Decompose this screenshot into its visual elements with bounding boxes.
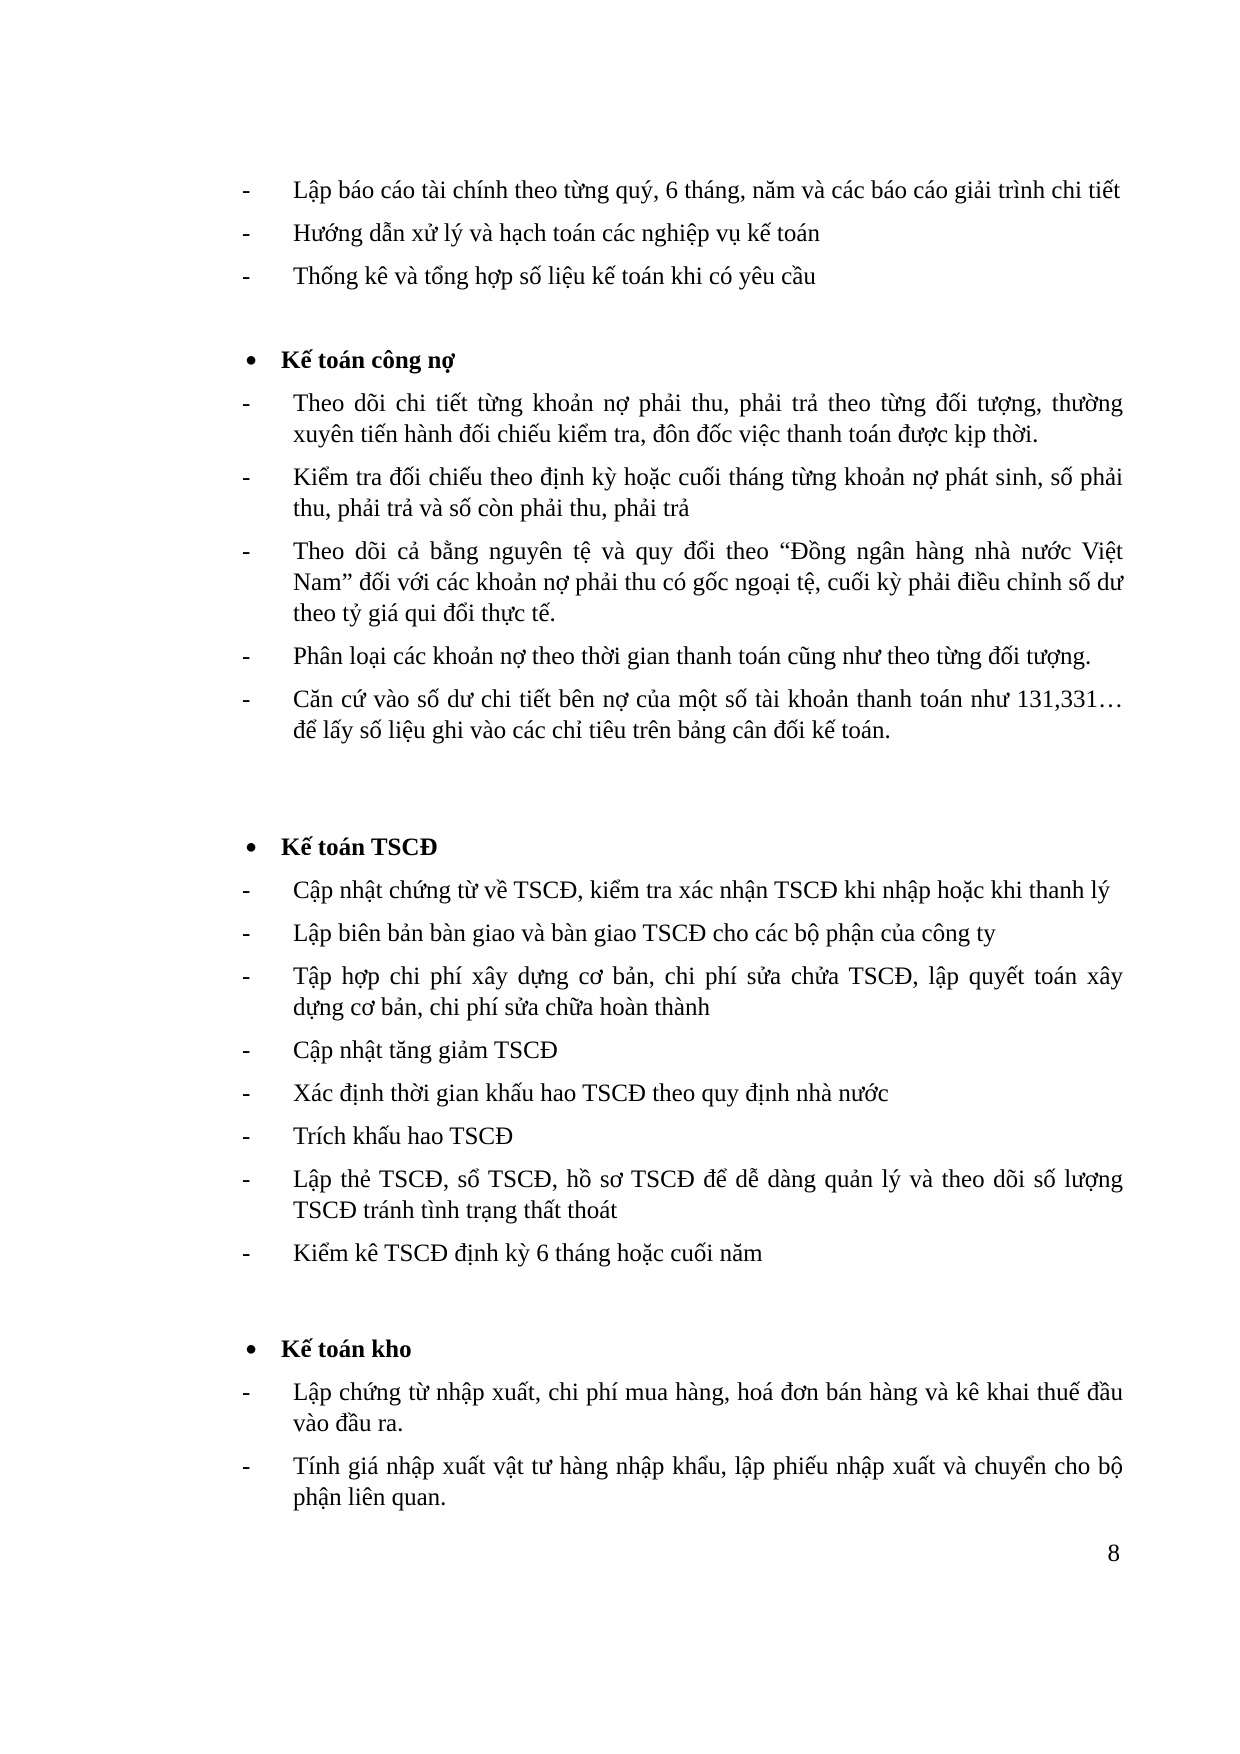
list-item-text: Lập chứng từ nhập xuất, chi phí mua hàng, hoá đơn bán hàng và kê khai thuế đầu vào đầu ra. — [293, 1379, 1123, 1437]
bullet-icon: ● — [245, 1338, 258, 1360]
dash-marker: - — [242, 686, 251, 713]
list-item — [0, 462, 1240, 524]
section-heading-text: Kế toán TSCĐ — [281, 834, 438, 861]
list-item — [0, 536, 1240, 629]
list-item-text: Tập hợp chi phí xây dựng cơ bản, chi phí sửa chửa TSCĐ, lập quyết toán xây dựng cơ bản, chi phí sửa chữa hoàn thành — [293, 963, 1123, 1021]
list-item-text: Thống kê và tổng hợp số liệu kế toán khi có yêu cầu — [293, 263, 816, 290]
list-item — [0, 961, 1240, 1023]
bullet-icon: ● — [245, 836, 258, 858]
dash-marker: - — [242, 390, 251, 417]
list-item-text: Lập báo cáo tài chính theo từng quý, 6 tháng, năm và các báo cáo giải trình chi tiết — [293, 177, 1121, 204]
dash-marker: - — [242, 177, 251, 204]
list-item-text: Tính giá nhập xuất vật tư hàng nhập khẩu, lập phiếu nhập xuất và chuyển cho bộ phận liên quan. — [293, 1453, 1123, 1511]
list-item — [0, 641, 1240, 672]
dash-marker: - — [242, 963, 251, 990]
list-item — [0, 1377, 1240, 1439]
list-item-text: Trích khấu hao TSCĐ — [293, 1123, 514, 1150]
section-tscd — [0, 832, 1240, 1269]
section-heading-text: Kế toán kho — [281, 1336, 412, 1363]
dash-marker: - — [242, 263, 251, 290]
list-item — [0, 388, 1240, 450]
list-item-text: Căn cứ vào số dư chi tiết bên nợ của một số tài khoản thanh toán như 131,331… để lấy số liệu ghi vào các chỉ tiêu trên bảng cân đối kế toán. — [293, 686, 1123, 744]
dash-marker: - — [242, 920, 251, 947]
list-item — [0, 261, 1240, 292]
list-item — [0, 1451, 1240, 1513]
dash-marker: - — [242, 1379, 251, 1406]
list-item-text: Phân loại các khoản nợ theo thời gian thanh toán cũng như theo từng đối tượng. — [293, 643, 1092, 670]
list-item — [0, 1121, 1240, 1152]
list-item-text: Kiểm tra đối chiếu theo định kỳ hoặc cuối tháng từng khoản nợ phát sinh, số phải thu, phải trả và số còn phải thu, phải trả — [293, 464, 1123, 522]
intro-list — [0, 175, 1240, 292]
list-item — [0, 1164, 1240, 1226]
list-item-text: Lập biên bản bàn giao và bàn giao TSCĐ cho các bộ phận của công ty — [293, 920, 996, 947]
list-item — [0, 1035, 1240, 1066]
list-item-text: Kiểm kê TSCĐ định kỳ 6 tháng hoặc cuối năm — [293, 1240, 763, 1267]
dash-marker: - — [242, 538, 251, 565]
list-item — [0, 1078, 1240, 1109]
section-heading — [0, 1334, 1240, 1365]
bullet-icon: ● — [245, 349, 258, 371]
list-item — [0, 218, 1240, 249]
list-item-text: Hướng dẫn xử lý và hạch toán các nghiệp vụ kế toán — [293, 220, 820, 247]
list-item-text: Theo dõi chi tiết từng khoản nợ phải thu, phải trả theo từng đối tượng, thường xuyên tiến hành đối chiếu kiểm tra, đôn đốc việc thanh toán được kịp thời. — [293, 390, 1123, 448]
list-item — [0, 684, 1240, 746]
section-kho — [0, 1334, 1240, 1513]
dash-marker: - — [242, 643, 251, 670]
list-item-text: Cập nhật chứng từ về TSCĐ, kiểm tra xác nhận TSCĐ khi nhập hoặc khi thanh lý — [293, 877, 1111, 904]
dash-marker: - — [242, 464, 251, 491]
section-heading — [0, 345, 1240, 376]
list-item-text: Theo dõi cả bằng nguyên tệ và quy đổi theo “Đồng ngân hàng nhà nước Việt Nam” đối với các khoản nợ phải thu có gốc ngoại tệ, cuối kỳ phải điều chỉnh số dư theo tỷ giá qui đổi thực tế. — [293, 538, 1123, 627]
list-item — [0, 175, 1240, 206]
dash-marker: - — [242, 1123, 251, 1150]
dash-marker: - — [242, 1037, 251, 1064]
list-item-text: Xác định thời gian khấu hao TSCĐ theo quy định nhà nước — [293, 1080, 889, 1107]
list-item — [0, 1238, 1240, 1269]
dash-marker: - — [242, 1166, 251, 1193]
section-cong-no — [0, 345, 1240, 746]
dash-marker: - — [242, 877, 251, 904]
list-item — [0, 875, 1240, 906]
list-item — [0, 918, 1240, 949]
dash-marker: - — [242, 1453, 251, 1480]
page-number: 8 — [1107, 1540, 1120, 1567]
section-heading — [0, 832, 1240, 863]
dash-marker: - — [242, 1240, 251, 1267]
dash-marker: - — [242, 1080, 251, 1107]
list-item-text: Lập thẻ TSCĐ, sổ TSCĐ, hồ sơ TSCĐ để dễ dàng quản lý và theo dõi số lượng TSCĐ tránh tình trạng thất thoát — [293, 1166, 1123, 1224]
dash-marker: - — [242, 220, 251, 247]
section-heading-text: Kế toán công nợ — [281, 347, 456, 374]
list-item-text: Cập nhật tăng giảm TSCĐ — [293, 1037, 558, 1064]
